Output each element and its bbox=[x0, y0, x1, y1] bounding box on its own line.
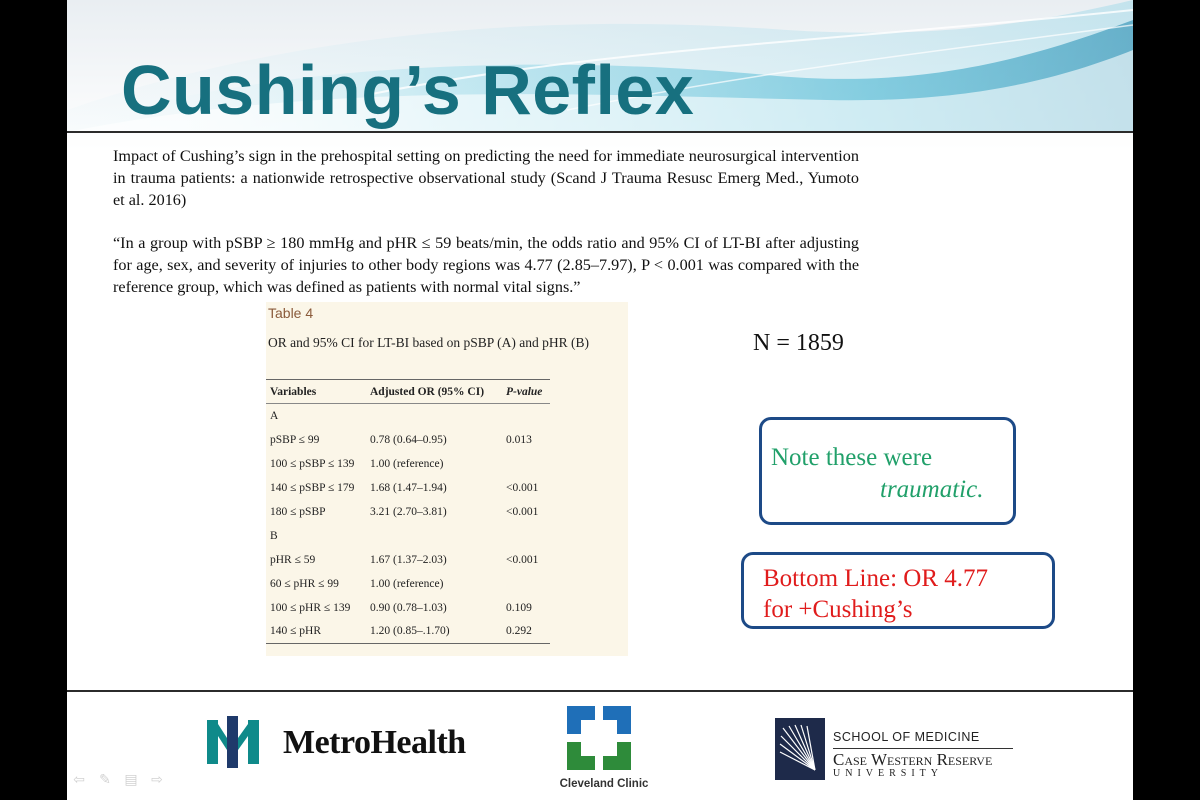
p-value-cell: 0.292 bbox=[506, 625, 532, 638]
p-value-cell bbox=[502, 452, 550, 476]
slide-title: Cushing’s Reflex bbox=[121, 51, 695, 129]
table-row bbox=[266, 572, 550, 596]
traumatic-note-line-2: traumatic. bbox=[880, 476, 984, 503]
sample-size: N = 1859 bbox=[753, 330, 844, 356]
variable-cell: pHR ≤ 59 bbox=[270, 553, 316, 566]
cleveland-clinic-cross-icon bbox=[567, 706, 631, 770]
slide bbox=[67, 0, 1133, 800]
table-row bbox=[266, 452, 550, 476]
study-citation: Impact of Cushing’s sign in the prehospital setting on predicting the need for immediate neurosurgical intervention in trauma patients: a nationwide retrospective observational study (Scand J Trauma Resusc Emerg Med., Yumoto et al. 2016) bbox=[113, 147, 859, 209]
adjusted-or-cell bbox=[366, 404, 502, 428]
metrohealth-mark-icon bbox=[207, 716, 259, 768]
adjusted-or-cell: 0.78 (0.64–0.95) bbox=[370, 433, 447, 446]
table-row bbox=[266, 404, 550, 428]
bottom-line-box bbox=[741, 552, 1055, 629]
bottom-line-text-2: for +Cushing’s bbox=[763, 596, 913, 623]
slideshow-nav-controls bbox=[69, 772, 167, 788]
variable-cell: B bbox=[270, 529, 278, 542]
variable-cell: A bbox=[270, 409, 279, 422]
title-divider bbox=[67, 131, 1133, 133]
menu-icon[interactable]: ▤ bbox=[124, 772, 138, 788]
cwru-university-label: UNIVERSITY bbox=[833, 768, 943, 779]
p-value-cell: <0.001 bbox=[506, 553, 539, 566]
p-value-cell: <0.001 bbox=[506, 481, 539, 494]
adjusted-or-cell: 1.67 (1.37–2.03) bbox=[370, 553, 447, 566]
header-variables: Variables bbox=[266, 380, 366, 404]
table-header-row bbox=[266, 380, 550, 404]
variable-cell: 140 ≤ pSBP ≤ 179 bbox=[270, 481, 355, 494]
table-row bbox=[266, 620, 550, 644]
table-caption: OR and 95% CI for LT-BI based on pSBP (A) and pHR (B) bbox=[268, 335, 589, 350]
results-table-figure bbox=[266, 302, 628, 656]
p-value-cell bbox=[502, 572, 550, 596]
bottom-line-text-1: Bottom Line: OR 4.77 bbox=[763, 565, 988, 592]
table-row bbox=[266, 476, 550, 500]
adjusted-or-cell: 1.00 (reference) bbox=[370, 577, 444, 590]
variable-cell: 60 ≤ pHR ≤ 99 bbox=[270, 577, 339, 590]
variable-cell: 100 ≤ pSBP ≤ 139 bbox=[270, 457, 355, 470]
p-value-cell bbox=[502, 404, 550, 428]
header-adjusted-or: Adjusted OR (95% CI) bbox=[366, 380, 502, 404]
cleveland-clinic-logo bbox=[557, 706, 657, 796]
results-table-body bbox=[266, 404, 550, 644]
cleveland-clinic-name: Cleveland Clinic bbox=[559, 778, 649, 790]
results-table bbox=[266, 379, 550, 644]
p-value-cell: 0.109 bbox=[506, 601, 532, 614]
cwru-university-name: Case Western Reserve bbox=[833, 750, 993, 769]
table-row bbox=[266, 500, 550, 524]
back-arrow-icon[interactable]: ⇦ bbox=[73, 772, 85, 788]
study-quote: “In a group with pSBP ≥ 180 mmHg and pHR ≤ 59 beats/min, the odds ratio and 95% CI of LT-BI after adjusting for age, sex, and severity of injuries to other body regions was 4.77 (2.85–7.97), P < 0.001 was compared with the reference group, which was defined as patients with normal vital signs.” bbox=[113, 234, 859, 296]
cwru-school-of-medicine-logo bbox=[775, 718, 1025, 780]
header-p-value: P-value bbox=[502, 380, 550, 404]
variable-cell: 100 ≤ pHR ≤ 139 bbox=[270, 601, 351, 614]
adjusted-or-cell: 1.00 (reference) bbox=[370, 457, 444, 470]
forward-arrow-icon[interactable]: ⇨ bbox=[151, 772, 163, 788]
table-label: Table 4 bbox=[268, 305, 314, 321]
metrohealth-name: MetroHealth bbox=[283, 724, 466, 761]
p-value-cell: 0.013 bbox=[506, 433, 532, 446]
pen-icon[interactable]: ✎ bbox=[99, 772, 111, 788]
table-row bbox=[266, 524, 550, 548]
table-row bbox=[266, 596, 550, 620]
variable-cell: 180 ≤ pSBP bbox=[270, 505, 326, 518]
variable-cell: 140 ≤ pHR bbox=[270, 625, 322, 638]
footer-divider bbox=[67, 690, 1133, 692]
cwru-divider bbox=[833, 748, 1013, 749]
adjusted-or-cell: 3.21 (2.70–3.81) bbox=[370, 505, 447, 518]
traumatic-note-box bbox=[759, 417, 1016, 525]
adjusted-or-cell: 0.90 (0.78–1.03) bbox=[370, 601, 447, 614]
traumatic-note-line-1: Note these were bbox=[771, 444, 933, 471]
p-value-cell: <0.001 bbox=[506, 505, 539, 518]
cwru-seal-icon bbox=[775, 718, 825, 780]
p-value-cell bbox=[502, 524, 550, 548]
variable-cell: pSBP ≤ 99 bbox=[270, 433, 320, 446]
cwru-school-name: SCHOOL OF MEDICINE bbox=[833, 730, 980, 744]
table-row bbox=[266, 428, 550, 452]
adjusted-or-cell: 1.68 (1.47–1.94) bbox=[370, 481, 447, 494]
adjusted-or-cell bbox=[366, 524, 502, 548]
adjusted-or-cell: 1.20 (0.85–.1.70) bbox=[370, 625, 450, 638]
table-row bbox=[266, 548, 550, 572]
